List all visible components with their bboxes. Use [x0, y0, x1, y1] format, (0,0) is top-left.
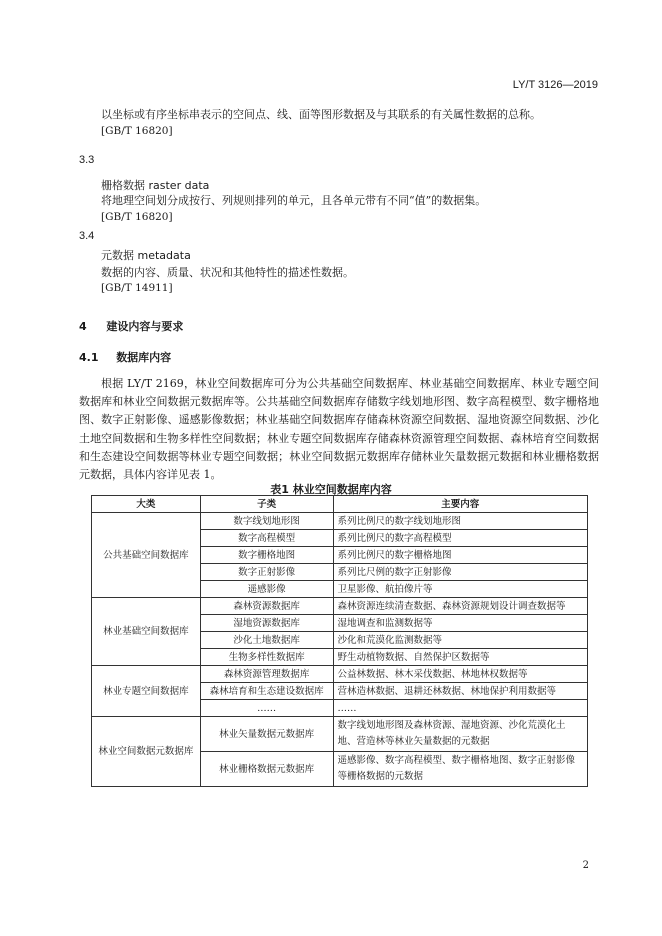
table-row [92, 717, 588, 752]
table-row [92, 666, 588, 683]
subcategory-cell: …… [200, 700, 333, 717]
header-subcategory: 子类 [200, 496, 333, 513]
section-number: 4.1 [79, 351, 99, 364]
table-header-row [92, 496, 588, 513]
section-title: 数据库内容 [116, 351, 172, 364]
reference-citation: [GB/T 16820] [101, 211, 173, 223]
definition-text: 以坐标或有序坐标串表示的空间点、线、面等图形数据及与其联系的有关属性数据的总称。 [101, 108, 541, 121]
subsection-heading [79, 349, 171, 365]
body-paragraph: 根据 LY/T 2169，林业空间数据库可分为公共基础空间数据库、林业基础空间数据库、林业专题空间数据库和林业空间数据元数据库等。公共基础空间数据库存储数字线划地形图、数字高程模型、数字栅格地图、数字正射影像、遥感影像数据；林业基础空间数据库存储森林资源空间数据、湿地资源空间数据、沙化土地空间数据和生物多样性空间数据；林业专题空间数据库存储森林资源管理空间数据、森林培育空间数据和生态建设空间数据等林业专题空间数据；林业空间数据元数据库存储林业矢量数据元数据和林业栅格数据元数据，具体内容详见表 1。 [79, 377, 599, 482]
page-number: 2 [582, 860, 589, 871]
subcategory-cell: 数字栅格地图 [200, 547, 333, 564]
content-cell: …… [333, 700, 587, 717]
content-cell: 系列比例尺的数字栅格地图 [333, 547, 587, 564]
content-cell: 系列比例尺的数字线划地形图 [333, 513, 587, 530]
content-cell: 系列比尺例的数字正射影像 [333, 564, 587, 581]
content-cell: 野生动植物数据、自然保护区数据等 [333, 649, 587, 666]
definition-text: 将地理空间划分成按行、列规则排列的单元，且各单元带有不同“值”的数据集。 [101, 194, 487, 207]
subcategory-cell: 森林培育和生态建设数据库 [200, 683, 333, 700]
database-content-table [91, 495, 588, 787]
subcategory-cell: 数字正射影像 [200, 564, 333, 581]
section-heading [79, 318, 183, 334]
subcategory-cell: 沙化土地数据库 [200, 632, 333, 649]
section-number: 4 [79, 320, 87, 333]
content-cell: 数字线划地形图及森林资源、湿地资源、沙化荒漠化土地、营造林等林业矢量数据的元数据 [333, 717, 587, 752]
table-caption: 表1 林业空间数据库内容 [270, 483, 392, 496]
term-name: 栅格数据 raster data [101, 179, 210, 192]
table-row [92, 513, 588, 530]
subcategory-cell: 数字高程模型 [200, 530, 333, 547]
term-number: 3.4 [79, 230, 95, 242]
term-number: 3.3 [79, 154, 95, 166]
content-cell: 系列比例尺的数字高程模型 [333, 530, 587, 547]
header-category: 大类 [92, 496, 201, 513]
reference-citation: [GB/T 14911] [101, 282, 173, 294]
term-name: 元数据 metadata [101, 249, 191, 262]
subcategory-cell: 生物多样性数据库 [200, 649, 333, 666]
subcategory-cell: 森林资源管理数据库 [200, 666, 333, 683]
content-cell: 沙化和荒漠化监测数据等 [333, 632, 587, 649]
content-cell: 卫星影像、航拍像片等 [333, 581, 587, 598]
category-cell: 林业空间数据元数据库 [92, 717, 201, 787]
subcategory-cell: 湿地资源数据库 [200, 615, 333, 632]
category-cell: 公共基础空间数据库 [92, 513, 201, 598]
content-cell: 遥感影像、数字高程模型、数字栅格地图、数字正射影像等栅格数据的元数据 [333, 752, 587, 787]
subcategory-cell: 林业矢量数据元数据库 [200, 717, 333, 752]
reference-citation: [GB/T 16820] [101, 125, 173, 137]
standard-code: LY/T 3126—2019 [512, 79, 598, 91]
header-content: 主要内容 [333, 496, 587, 513]
subcategory-cell: 遥感影像 [200, 581, 333, 598]
table-row [92, 598, 588, 615]
category-cell: 林业专题空间数据库 [92, 666, 201, 717]
content-cell: 营林造林数据、退耕还林数据、林地保护利用数据等 [333, 683, 587, 700]
subcategory-cell: 数字线划地形图 [200, 513, 333, 530]
section-title: 建设内容与要求 [106, 320, 184, 333]
subcategory-cell: 森林资源数据库 [200, 598, 333, 615]
subcategory-cell: 林业栅格数据元数据库 [200, 752, 333, 787]
content-cell: 森林资源连续清查数据、森林资源规划设计调查数据等 [333, 598, 587, 615]
definition-text: 数据的内容、质量、状况和其他特性的描述性数据。 [101, 266, 354, 279]
category-cell: 林业基础空间数据库 [92, 598, 201, 666]
content-cell: 公益林数据、林木采伐数据、林地林权数据等 [333, 666, 587, 683]
content-cell: 湿地调查和监测数据等 [333, 615, 587, 632]
